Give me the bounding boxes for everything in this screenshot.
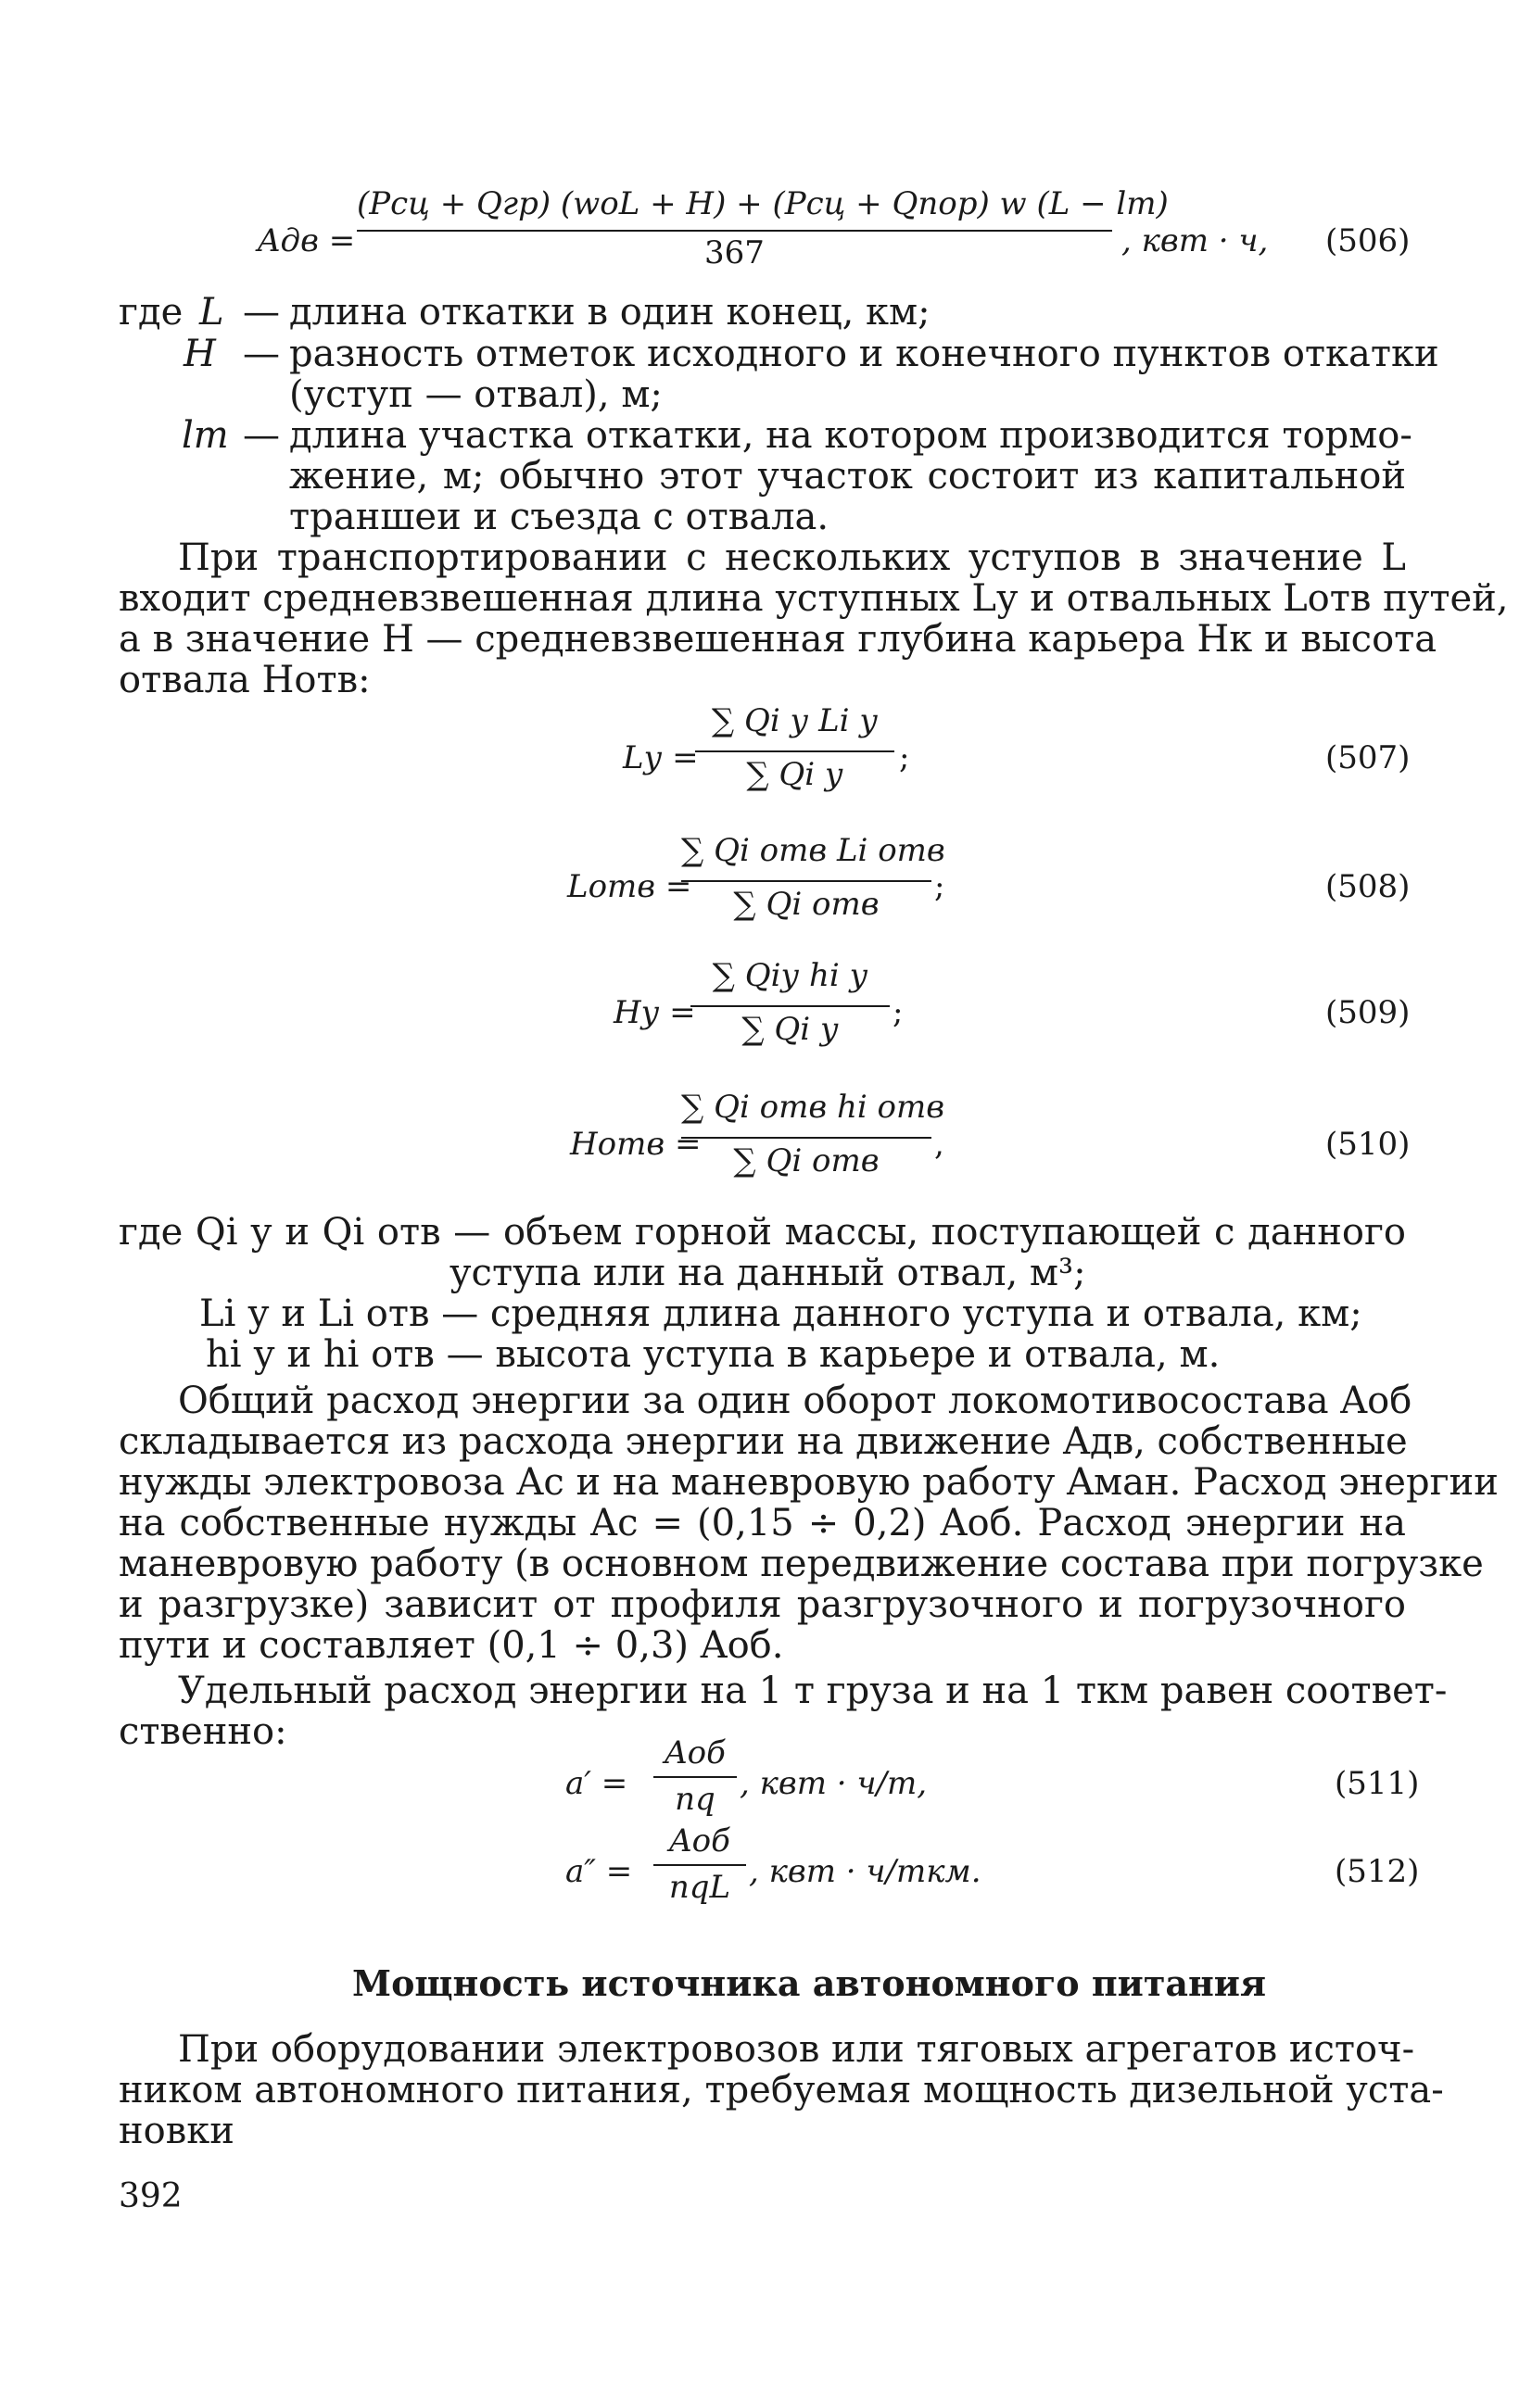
formula-507-fraction <box>695 695 894 797</box>
formula-509-tail: ; <box>893 994 904 1031</box>
para4-line-2: ником автономного питания, требуемая мощность дизельной уста- <box>119 2069 1444 2112</box>
formula-508-tail: ; <box>934 868 945 905</box>
formula-509-numerator: ∑ Qiу hi у <box>712 957 868 994</box>
formula-509-bar <box>690 1005 890 1007</box>
definition-lt-line-3: траншеи и съезда с отвала. <box>289 496 829 538</box>
formula-510-numerator: ∑ Qi отв hi отв <box>681 1089 945 1126</box>
definition-Li-line: Li у и Li отв — средняя длина данного уступа и отвала, км; <box>199 1292 1362 1335</box>
formula-508-bar <box>681 880 931 882</box>
definition-Q-line-2: уступа или на данный отвал, м³; <box>449 1252 1086 1294</box>
formula-512-fraction <box>653 1821 746 1909</box>
para2-line-1: Общий расход энергии за один оборот локомотивосостава Aоб <box>178 1380 1412 1422</box>
para3-line-2: ственно: <box>119 1710 287 1753</box>
formula-508-numerator: ∑ Qi отв Li отв <box>681 832 945 869</box>
formula-512-number: (512) <box>1335 1853 1420 1890</box>
para2-line-3: нужды электровоза Aс и на маневровую работу Aман. Расход энергии <box>119 1461 1499 1504</box>
formula-509-fraction <box>690 950 890 1052</box>
formula-506-bar <box>357 230 1112 232</box>
formula-511-fraction <box>653 1733 737 1821</box>
formula-507-denominator: ∑ Qi у <box>746 756 843 793</box>
formula-511-denominator: nq <box>675 1781 715 1818</box>
formula-507-bar <box>695 750 894 752</box>
formula-506-denominator: 367 <box>704 234 765 271</box>
section-heading: Мощность источника автономного питания <box>352 1962 1267 2004</box>
formula-506-numerator: (Pсц + Qгр) (woL + H) + (Pсц + Qпор) w (L − lт) <box>357 185 1169 222</box>
para2-line-2: складывается из расхода энергии на движение Aдв, собственные <box>119 1420 1408 1463</box>
formula-510-fraction <box>681 1081 945 1183</box>
definition-lt-line-2: жение, м; обычно этот участок состоит из капитальной <box>289 455 1406 498</box>
definition-lt-dash: — <box>243 414 280 457</box>
formula-507-number: (507) <box>1325 739 1411 776</box>
para2-line-5: маневровую работу (в основном передвижение состава при погрузке <box>119 1543 1484 1585</box>
formula-511-bar <box>653 1776 737 1778</box>
formula-506-lhs: Aдв = <box>258 222 356 259</box>
definition-L-dash: — <box>243 291 280 334</box>
formula-512-lhs: a″ = <box>565 1853 633 1890</box>
para3-line-1: Удельный расход энергии на 1 т груза и на 1 ткм равен соответ- <box>178 1670 1448 1712</box>
definition-L-text: длина откатки в один конец, км; <box>289 291 931 334</box>
definition-H-symbol: H <box>184 333 216 375</box>
formula-506-fraction <box>357 181 1169 273</box>
formula-509-lhs: Hу = <box>614 994 696 1031</box>
definition-H-line-2: (уступ — отвал), м; <box>289 373 663 416</box>
para1-line-3: а в значение H — средневзвешенная глубина карьера Hк и высота <box>119 618 1437 661</box>
formula-512-numerator: Aоб <box>669 1822 730 1860</box>
formula-512-unit: , квт · ч/ткм. <box>749 1853 981 1890</box>
definition-L-symbol: L <box>199 291 224 334</box>
formula-508-lhs: Lотв = <box>567 868 692 905</box>
para1-line-2: входит средневзвешенная длина уступных Lу и отвальных Lотв путей, <box>119 577 1509 620</box>
formula-506-unit: , квт · ч, <box>1121 222 1269 259</box>
formula-512-bar <box>653 1864 746 1866</box>
definition-lt-symbol: lт <box>182 414 229 457</box>
definition-lt-line-1: длина участка откатки, на котором производится тормо- <box>289 414 1412 457</box>
formula-510-number: (510) <box>1325 1126 1411 1163</box>
para4-line-3: новки <box>119 2110 234 2152</box>
formula-510-lhs: Hотв = <box>570 1126 702 1163</box>
definition-H-line-1: разность отметок исходного и конечного пунктов откатки <box>289 333 1439 375</box>
definition-Q-line-1: где Qi у и Qi отв — объем горной массы, поступающей с данного <box>119 1211 1406 1254</box>
formula-512-denominator: nqL <box>668 1869 731 1906</box>
formula-507-lhs: Lу = <box>623 739 699 776</box>
definition-where: где <box>119 291 184 334</box>
formula-510-tail: , <box>934 1126 944 1163</box>
definition-hi-line: hi у и hi отв — высота уступа в карьере и отвала, м. <box>206 1333 1221 1376</box>
formula-507-tail: ; <box>899 739 910 776</box>
para2-line-7: пути и составляет (0,1 ÷ 0,3) Aоб. <box>119 1624 784 1667</box>
formula-511-lhs: a′ = <box>565 1765 628 1802</box>
formula-507-numerator: ∑ Qi у Li у <box>711 702 879 739</box>
formula-511-numerator: Aоб <box>665 1734 726 1771</box>
formula-508-denominator: ∑ Qi отв <box>733 886 880 923</box>
para1-line-4: отвала Hотв: <box>119 659 371 701</box>
page-number: 392 <box>119 2177 183 2215</box>
para2-line-6: и разгрузке) зависит от профиля разгрузочного и погрузочного <box>119 1583 1406 1626</box>
para2-line-4: на собственные нужды Aс = (0,15 ÷ 0,2) Aоб. Расход энергии на <box>119 1502 1406 1544</box>
formula-509-denominator: ∑ Qi у <box>741 1011 839 1048</box>
formula-511-unit: , квт · ч/т, <box>740 1765 928 1802</box>
formula-508-number: (508) <box>1325 868 1411 905</box>
para1-line-1: При транспортировании с нескольких уступов в значение L <box>178 536 1406 579</box>
para4-line-1: При оборудовании электровозов или тяговых агрегатов источ- <box>178 2028 1415 2071</box>
formula-506-number: (506) <box>1325 222 1411 259</box>
definition-H-dash: — <box>243 333 280 375</box>
formula-510-bar <box>681 1137 931 1139</box>
formula-508-fraction <box>681 825 945 927</box>
formula-510-denominator: ∑ Qi отв <box>733 1142 880 1179</box>
formula-509-number: (509) <box>1325 994 1411 1031</box>
formula-511-number: (511) <box>1335 1765 1420 1802</box>
